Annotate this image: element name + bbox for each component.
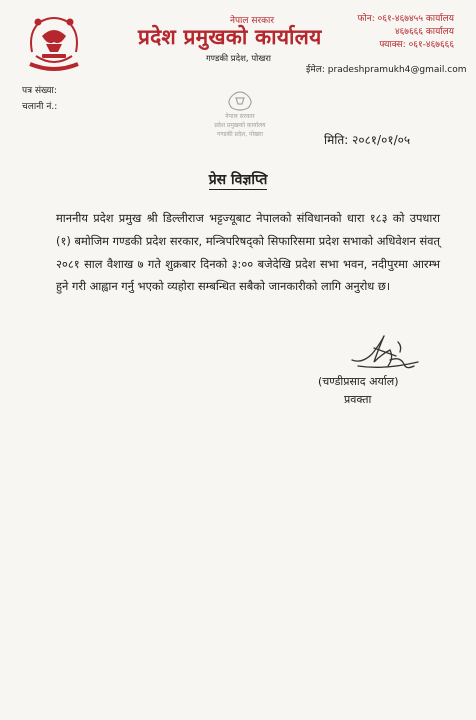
phone-office-2: ४६७६६६ कार्यालय (394, 27, 454, 37)
office-address: गण्डकी प्रदेश, पोखरा (206, 54, 271, 64)
handwritten-signature (344, 330, 424, 376)
document-title (0, 170, 476, 189)
seal-text-top: नेपाल सरकार (225, 113, 255, 120)
office-name: प्रदेश प्रमुखको कार्यालय (138, 25, 322, 49)
signatory-name: (चण्डीप्रसाद अर्याल) (318, 375, 399, 388)
government-label: नेपाल सरकार (229, 16, 275, 26)
email-address: ईमेल: pradeshpramukh4@gmail.com (306, 65, 467, 75)
phone-office: फोन: ०६१-४६७४५५ कार्यालय (357, 14, 454, 24)
signatory-role: प्रवक्ता (344, 393, 372, 406)
letter-number-label: पत्र संख्या: (22, 86, 57, 96)
office-seal-stamp (208, 86, 272, 144)
seal-text-mid: प्रदेश प्रमुखको कार्यालय (214, 122, 266, 129)
document-date: मिति: २०८१/०१/०५ (324, 133, 411, 147)
fax-number: फ्याक्स: ०६१-४६७६६६ (379, 40, 454, 50)
press-release-body: माननीय प्रदेश प्रमुख श्री डिल्लीराज भट्टज्यूबाट नेपालको संविधानको धारा १८३ को उपधारा (१) बमोजिम गण्डकी प्रदेश सरकार, मन्त्रिपरिषद्को सिफारिसमा प्रदेश सभाको अधिवेशन संवत् २०८१ साल वैशाख ७ गते शुक्रबार दिनको ३:०० बजेदेखि प्रदेश सभा भवन, नदीपुरमा आरम्भ हुने गरी आह्वान गर्नु भएको व्यहोरा सम्बन्धित सबैको जानकारीको लागि अनुरोध छ। (56, 211, 440, 294)
document-title-text: प्रेस विज्ञप्ति (208, 172, 268, 188)
contact-block (357, 13, 454, 52)
seal-text-bottom: गण्डकी प्रदेश, पोखरा (217, 131, 263, 138)
dispatch-number-label: चलानी नं.: (22, 102, 58, 112)
